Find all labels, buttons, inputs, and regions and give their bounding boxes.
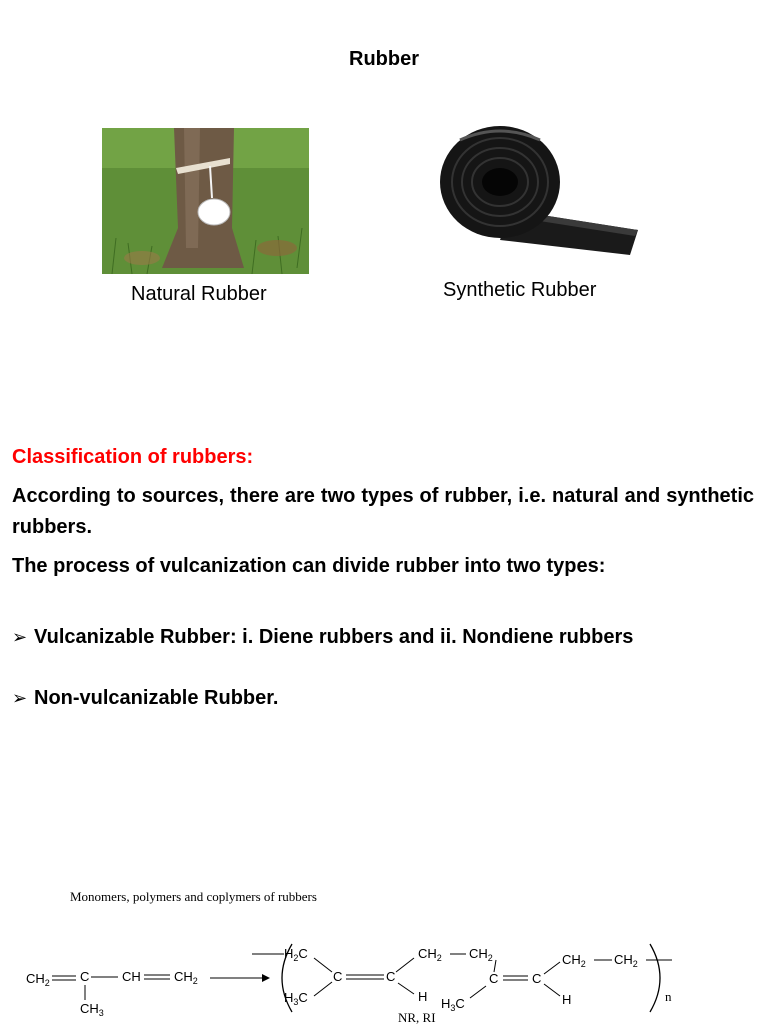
synthetic-rubber-caption: Synthetic Rubber (443, 279, 597, 301)
svg-text:C: C (489, 971, 499, 986)
arrow-bullet-icon: ➢ (12, 688, 28, 708)
vulcanization-paragraph: The process of vulcanization can divide rubber into two types: (12, 555, 606, 577)
svg-text:CH3: $CH_3$ (80, 1001, 104, 1018)
bullet-item-non-vulcanizable (12, 683, 754, 713)
natural-rubber-caption: Natural Rubber (131, 283, 267, 305)
figure-caption: Monomers, polymers and coplymers of rubbers (70, 889, 317, 904)
repeat-unit-subscript: n (665, 989, 672, 1004)
svg-text:H3C: $H_3C$ (441, 996, 465, 1013)
svg-text:CH2: $CH_2$ (26, 971, 50, 988)
synthetic-rubber-image (420, 110, 660, 270)
svg-text:CH2: $CH_2$ (614, 952, 638, 969)
svg-text:C: C (333, 969, 343, 984)
svg-text:H3C: $H_3C$ (284, 990, 308, 1007)
page-title: Rubber (349, 48, 419, 70)
svg-text:H: H (562, 992, 572, 1007)
svg-text:CH2: $CH_2$ (469, 946, 493, 963)
svg-text:C: C (386, 969, 396, 984)
arrow-bullet-icon: ➢ (12, 627, 28, 647)
natural-rubber-image (102, 128, 309, 274)
bullet-text: Vulcanizable Rubber: i. Diene rubbers and ii. Nondiene rubbers (34, 626, 634, 648)
svg-text:H2C: $H_2C$ (284, 946, 308, 963)
bullet-text: Non-vulcanizable Rubber. (34, 687, 279, 709)
svg-text:H: H (418, 989, 428, 1004)
svg-text:CH2: $CH_2$ (174, 969, 198, 986)
svg-text:C: C (532, 971, 542, 986)
polymer-label: NR, RI (398, 1010, 436, 1024)
sources-paragraph: According to sources, there are two types of rubber, i.e. natural and synthetic rubbers. (12, 485, 754, 538)
polymer-structure-figure (0, 930, 768, 1024)
bullet-item-vulcanizable (12, 622, 754, 652)
svg-text:CH: CH (122, 969, 141, 984)
svg-text:C: C (80, 969, 90, 984)
svg-text:CH2: $CH_2$ (562, 952, 586, 969)
svg-text:CH2: $CH_2$ (418, 946, 442, 963)
classification-heading: Classification of rubbers: (12, 446, 254, 468)
